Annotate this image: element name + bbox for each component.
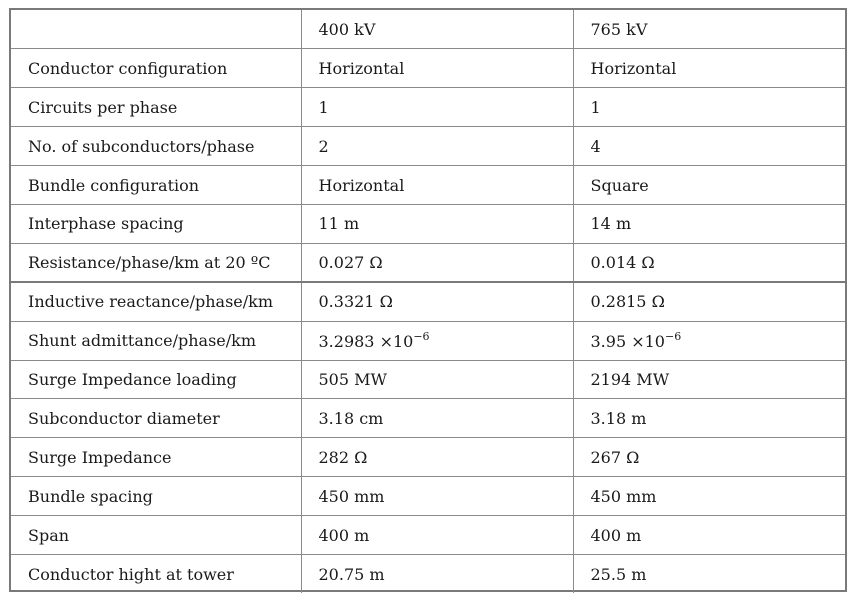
table-row <box>11 477 845 516</box>
value-400kv: Horizontal <box>301 166 573 205</box>
value-400kv: 450 mm <box>301 477 573 516</box>
value-400kv: 0.3321 Ω <box>301 282 573 321</box>
exponent: −6 <box>664 330 682 344</box>
value-400kv: 400 m <box>301 516 573 555</box>
table-row <box>11 166 845 205</box>
table-row <box>11 49 845 88</box>
value-765kv: 0.014 Ω <box>573 243 845 282</box>
table-row <box>11 204 845 243</box>
row-label: Bundle configuration <box>11 166 301 205</box>
parameters-table-frame <box>9 8 847 592</box>
value-400kv: 505 MW <box>301 360 573 399</box>
value-400kv: 2 <box>301 127 573 166</box>
table-row <box>11 399 845 438</box>
value-text: 3.2983 ×10 <box>318 332 414 352</box>
exponent: −6 <box>413 330 430 344</box>
value-765kv: 400 m <box>573 516 845 555</box>
table-header-row <box>11 10 845 49</box>
value-400kv <box>301 321 573 360</box>
value-765kv: 3.18 m <box>573 399 845 438</box>
value-765kv: 267 Ω <box>573 438 845 477</box>
value-400kv: 3.18 cm <box>301 399 573 438</box>
table-row <box>11 438 845 477</box>
value-400kv: 282 Ω <box>301 438 573 477</box>
table-row <box>11 282 845 321</box>
value-765kv <box>573 321 845 360</box>
value-765kv: 25.5 m <box>573 554 845 593</box>
table-row <box>11 516 845 555</box>
header-cell-765kv: 765 kV <box>573 10 845 49</box>
value-765kv: Square <box>573 166 845 205</box>
row-label: No. of subconductors/phase <box>11 127 301 166</box>
row-label: Inductive reactance/phase/km <box>11 282 301 321</box>
table-row <box>11 360 845 399</box>
value-765kv: 2194 MW <box>573 360 845 399</box>
row-label: Span <box>11 516 301 555</box>
row-label: Interphase spacing <box>11 204 301 243</box>
row-label: Surge Impedance loading <box>11 360 301 399</box>
table-row <box>11 88 845 127</box>
table-row <box>11 243 845 282</box>
header-cell-400kv: 400 kV <box>301 10 573 49</box>
table-row <box>11 127 845 166</box>
value-765kv: 450 mm <box>573 477 845 516</box>
row-label: Subconductor diameter <box>11 399 301 438</box>
row-label: Conductor configuration <box>11 49 301 88</box>
table-row <box>11 321 845 360</box>
row-label: Resistance/phase/km at 20 ºC <box>11 243 301 282</box>
value-400kv: 1 <box>301 88 573 127</box>
value-765kv: 14 m <box>573 204 845 243</box>
value-765kv: 1 <box>573 88 845 127</box>
value-400kv: 11 m <box>301 204 573 243</box>
value-765kv: 4 <box>573 127 845 166</box>
row-label: Conductor hight at tower <box>11 554 301 593</box>
line-parameters-table <box>11 10 845 593</box>
value-400kv: 20.75 m <box>301 554 573 593</box>
value-765kv: Horizontal <box>573 49 845 88</box>
value-text: 3.95 ×10 <box>590 332 665 352</box>
value-400kv: Horizontal <box>301 49 573 88</box>
header-cell-empty <box>11 10 301 49</box>
row-label: Surge Impedance <box>11 438 301 477</box>
table-row <box>11 554 845 593</box>
row-label: Circuits per phase <box>11 88 301 127</box>
row-label: Shunt admittance/phase/km <box>11 321 301 360</box>
value-400kv: 0.027 Ω <box>301 243 573 282</box>
value-765kv: 0.2815 Ω <box>573 282 845 321</box>
row-label: Bundle spacing <box>11 477 301 516</box>
